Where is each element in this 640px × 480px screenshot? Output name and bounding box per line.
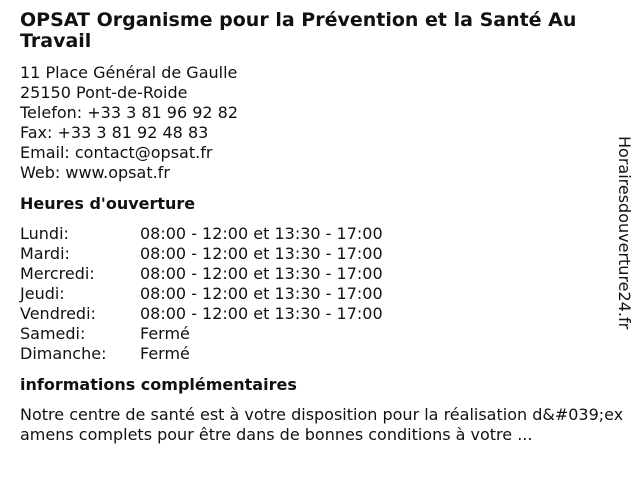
day-hours: 08:00 - 12:00 et 13:30 - 17:00 bbox=[140, 224, 383, 243]
hours-row-saturday bbox=[20, 324, 612, 344]
day-label: Lundi: bbox=[20, 224, 69, 243]
day-label: Vendredi: bbox=[20, 304, 96, 323]
email-line: Email: contact@opsat.fr bbox=[20, 143, 213, 162]
watermark-text: Horairesdouverture24.fr bbox=[615, 136, 634, 330]
day-label: Jeudi: bbox=[20, 284, 65, 303]
hours-row-wednesday bbox=[20, 264, 612, 284]
day-label: Samedi: bbox=[20, 324, 86, 343]
day-label: Mardi: bbox=[20, 244, 70, 263]
hours-row-sunday bbox=[20, 344, 612, 364]
hours-row-tuesday bbox=[20, 244, 612, 264]
day-label: Dimanche: bbox=[20, 344, 107, 363]
address-block bbox=[20, 63, 612, 183]
address-city: 25150 Pont-de-Roide bbox=[20, 83, 188, 102]
day-hours: Fermé bbox=[140, 324, 190, 343]
web-line: Web: www.opsat.fr bbox=[20, 163, 170, 182]
hours-heading: Heures d'ouverture bbox=[20, 194, 196, 213]
info-heading: informations complémentaires bbox=[20, 375, 297, 394]
phone-line: Telefon: +33 3 81 96 92 82 bbox=[20, 103, 239, 122]
business-listing bbox=[20, 9, 624, 445]
day-hours: 08:00 - 12:00 et 13:30 - 17:00 bbox=[140, 304, 383, 323]
day-hours: 08:00 - 12:00 et 13:30 - 17:00 bbox=[140, 244, 383, 263]
hours-row-monday bbox=[20, 224, 612, 244]
day-hours: 08:00 - 12:00 et 13:30 - 17:00 bbox=[140, 264, 383, 283]
fax-line: Fax: +33 3 81 92 48 83 bbox=[20, 123, 209, 142]
day-label: Mercredi: bbox=[20, 264, 95, 283]
info-description: Notre centre de santé est à votre disposition pour la réalisation d&#039;examens complets pour être dans de bonnes conditions à votre ... bbox=[20, 405, 624, 444]
day-hours: Fermé bbox=[140, 344, 190, 363]
company-title: OPSAT Organisme pour la Prévention et la Santé Au Travail bbox=[20, 9, 577, 52]
hours-row-friday bbox=[20, 304, 612, 324]
address-street: 11 Place Général de Gaulle bbox=[20, 63, 238, 82]
hours-row-thursday bbox=[20, 284, 612, 304]
day-hours: 08:00 - 12:00 et 13:30 - 17:00 bbox=[140, 284, 383, 303]
hours-table bbox=[20, 224, 612, 364]
